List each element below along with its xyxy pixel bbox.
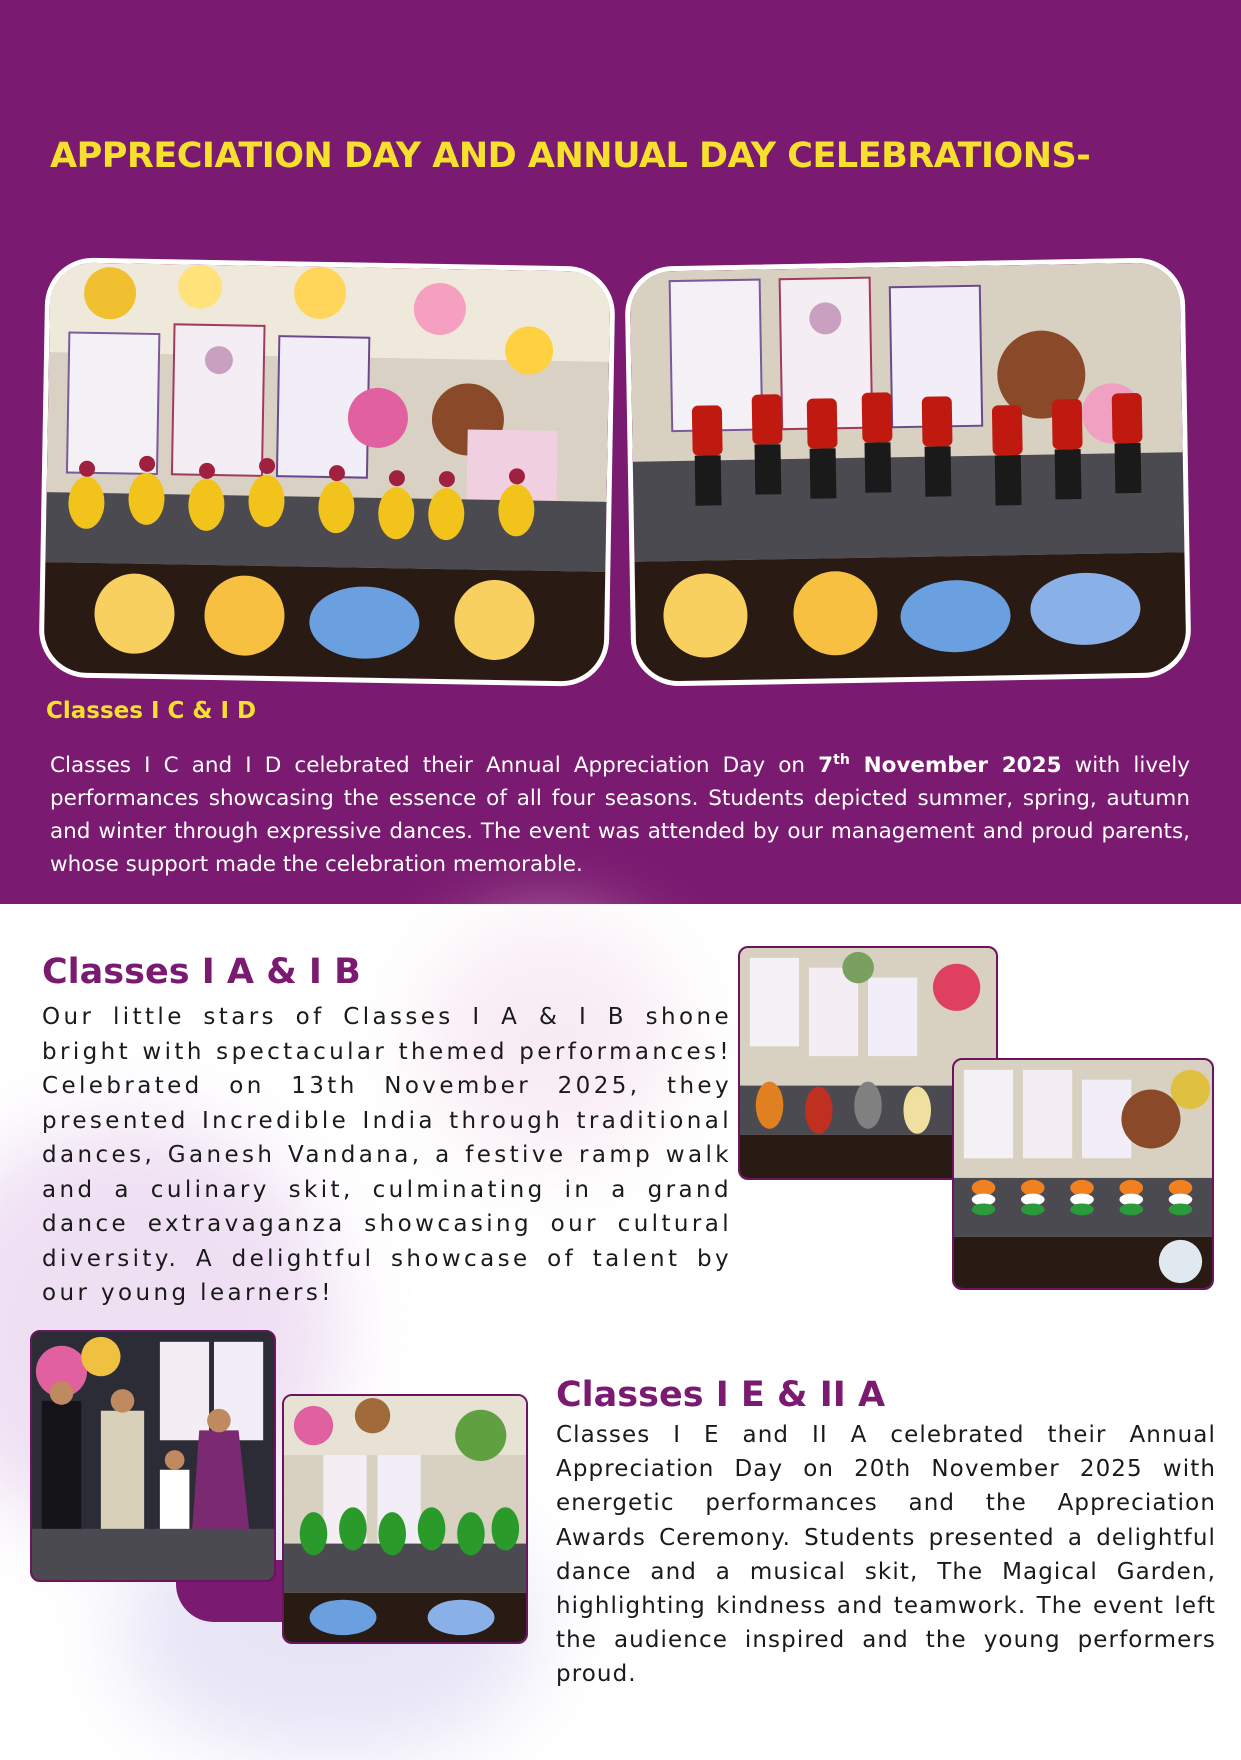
section-text-ieiia: Classes I E and II A celebrated their Annual Appreciation Day on 20th November 2025 with energetic performances and the Appreciation Awards Ceremony. Students presented a delightful dance and a musical skit, The Magical Garden, highlighting kindness and teamwork. The event left the audience inspired and the young performers proud. <box>556 1422 1216 1688</box>
section-text-iab: Our little stars of Classes I A & I B shone bright with spectacular themed performances! Celebrated on 13th November 2025, they presented Incredible India through traditional dances, Ganesh Vandana, a festive ramp walk and a culinary skit, culminating in a grand dance extravaganza showcasing our cultural diversity. A delightful showcase of talent by our young learners! <box>42 1004 732 1306</box>
photo-award-ceremony <box>30 1330 276 1582</box>
page-title: APPRECIATION DAY AND ANNUAL DAY CELEBRATIONS- <box>50 136 1091 176</box>
section-heading-iab: Classes I A & I B <box>42 952 361 992</box>
photo-red-costume-dance <box>624 257 1191 687</box>
section-heading-icd: Classes I C & I D <box>46 698 257 724</box>
photo-seasons-dance <box>38 257 615 687</box>
photo-tricolour-dance <box>952 1058 1214 1290</box>
photo-magical-garden <box>282 1394 528 1644</box>
section-text-icd: Classes I C and I D celebrated their Annual Appreciation Day on 7th November 2025 with lively performances showcasing the essence of all four seasons. Students depicted summer, spring, autumn and winter through expressive dances. The event was attended by our management and proud parents, whose support made the celebration memorable. <box>50 752 1190 878</box>
section-heading-ieiia: Classes I E & II A <box>556 1375 886 1415</box>
